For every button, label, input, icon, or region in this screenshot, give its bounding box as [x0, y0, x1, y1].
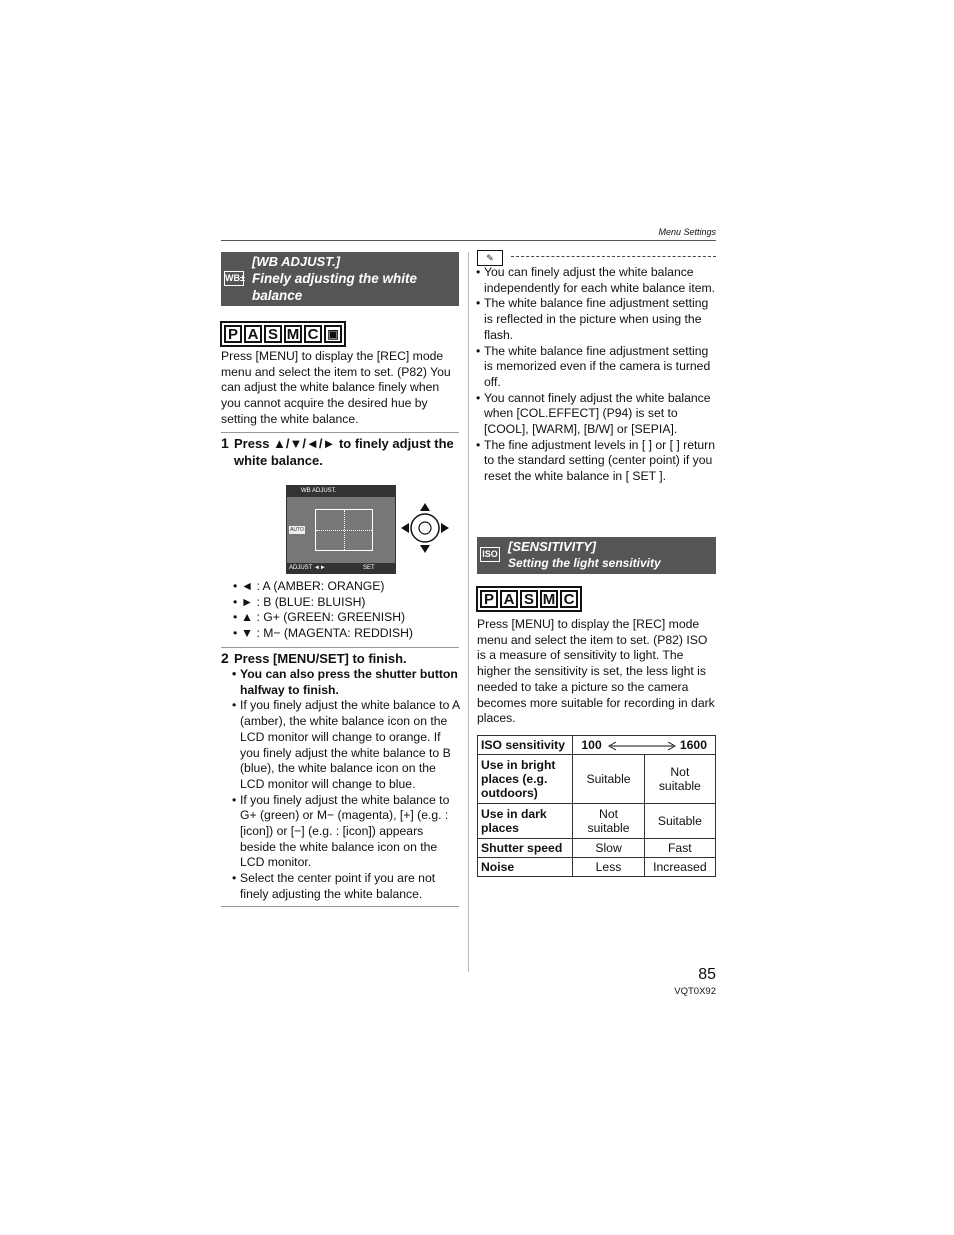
header-rule	[221, 240, 716, 241]
table-cell-label: Noise	[478, 858, 573, 877]
table-row	[478, 804, 716, 839]
wb-title: [WB ADJUST.]	[252, 254, 341, 269]
mode-p-icon: P	[224, 325, 242, 343]
lcd-set-label: SET	[363, 565, 375, 571]
wb-intro: Press [MENU] to display the [REC] mode menu and select the item to set. (P82) You can adjust the white balance finely when you cannot acquire the desired hue by setting the white balance.	[221, 349, 451, 426]
step2-text: Press [MENU/SET] to finish.	[234, 651, 407, 666]
table-row	[478, 858, 716, 877]
table-cell: Less	[573, 858, 644, 877]
wb-adjust-icon: WB±	[224, 271, 244, 286]
lcd-title: WB ADJUST.	[301, 488, 337, 494]
mode-c-icon: C	[304, 325, 322, 343]
table-cell-label: Shutter speed	[478, 839, 573, 858]
list-item: • The fine adjustment levels in [ ] or [ ] return to the standard setting (center point) if you reset the white balance in [ SET ].	[476, 438, 716, 485]
table-cell: Suitable	[573, 755, 644, 804]
table-cell: Fast	[644, 839, 715, 858]
table-row	[478, 736, 716, 755]
sensitivity-intro: Press [MENU] to display the [REC] mode menu and select the item to set. (P82) ISO is a measure of sensitivity to light. The higher the sensitivity is set, the less light is needed to take a picture so the camera becomes more suitable for recording in dark places.	[477, 617, 715, 726]
table-cell-label: Use in bright places (e.g. outdoors)	[478, 755, 573, 804]
table-cell-label: Use in dark places	[478, 804, 573, 839]
table-cell: Slow	[573, 839, 644, 858]
mode-c-icon: C	[560, 590, 578, 608]
lcd-grid-vline	[344, 510, 345, 550]
iso-low-value: 100	[581, 738, 602, 752]
range-arrow-icon	[607, 741, 677, 751]
mode-s-icon: S	[520, 590, 538, 608]
list-item: • The white balance fine adjustment setting is reflected in the picture when using the flash.	[476, 296, 716, 343]
lcd-auto-badge: AUTO	[290, 527, 304, 533]
wb-notes-list	[476, 265, 716, 485]
lcd-top-bar	[287, 486, 395, 497]
table-header-label: ISO sensitivity	[478, 736, 573, 755]
iso-high-value: 1600	[679, 738, 707, 752]
document-code: VQT0X92	[674, 986, 716, 997]
mode-m-icon: M	[284, 325, 302, 343]
wb-step2	[221, 650, 457, 668]
list-item: • If you finely adjust the white balance to A (amber), the white balance icon on the LCD monitor will change to orange. If you finely adjust the white balance to B (blue), the white balance icon on the LCD monitor will change to blue.	[232, 698, 460, 792]
list-item: • ► : B (BLUE: BLUISH)	[233, 595, 459, 611]
list-item: • If you finely adjust the white balance to G+ (green) or M− (magenta), [+] (e.g. : [icon]) or [−] (e.g. : [icon]) appears beside the white balance icon on the LCD monitor.	[232, 793, 460, 872]
list-item: • You cannot finely adjust the white balance when [COL.EFFECT] (P94) is set to [COOL], [WARM], [B/W] or [SEPIA].	[476, 391, 716, 438]
table-header-range	[573, 736, 716, 755]
wb-adjust-heading	[221, 252, 459, 306]
list-item: • ▲ : G+ (GREEN: GREENISH)	[233, 610, 459, 626]
mode-a-icon: A	[244, 325, 262, 343]
lcd-adjust-grid	[315, 509, 373, 551]
iso-mode-icons	[476, 586, 582, 612]
mode-motion-picture-icon: ▣	[324, 325, 342, 343]
mode-m-icon: M	[540, 590, 558, 608]
sensitivity-title: [SENSITIVITY]	[508, 539, 597, 554]
list-item: • The white balance fine adjustment setting is memorized even if the camera is turned off.	[476, 344, 716, 391]
table-row	[478, 755, 716, 804]
list-item: • You can also press the shutter button halfway to finish.	[232, 667, 460, 698]
mode-p-icon: P	[480, 590, 498, 608]
column-divider	[468, 252, 469, 972]
list-item: • ▼ : M− (MAGENTA: REDDISH)	[233, 626, 459, 642]
step2-number: 2	[221, 650, 229, 666]
list-item: • Select the center point if you are not finely adjusting the white balance.	[232, 871, 460, 902]
iso-icon: ISO	[480, 547, 500, 562]
step1-text: Press ▲/▼/◄/► to finely adjust the white balance.	[234, 436, 454, 468]
mode-a-icon: A	[500, 590, 518, 608]
table-cell: Suitable	[644, 804, 715, 839]
four-way-button-icon	[400, 502, 450, 554]
table-row	[478, 839, 716, 858]
wb-step2-notes	[232, 667, 460, 903]
list-item: • You can finely adjust the white balance independently for each white balance item.	[476, 265, 716, 296]
sensitivity-heading	[477, 537, 716, 574]
wb-step1	[221, 435, 457, 471]
wb-step2-rule	[221, 647, 459, 648]
wb-step1-rule	[221, 432, 459, 433]
page-number: 85	[698, 966, 716, 983]
note-dashed-rule	[511, 256, 716, 257]
table-cell: Increased	[644, 858, 715, 877]
mode-s-icon: S	[264, 325, 282, 343]
table-cell: Not suitable	[644, 755, 715, 804]
wb-end-rule	[221, 906, 459, 907]
sensitivity-subtitle: Setting the light sensitivity	[508, 556, 661, 570]
wb-mode-icons	[220, 321, 346, 347]
list-item: • ◄ : A (AMBER: ORANGE)	[233, 579, 459, 595]
step1-number: 1	[221, 435, 229, 451]
table-cell: Not suitable	[573, 804, 644, 839]
wb-subtitle: Finely adjusting the white balance	[252, 271, 418, 303]
lcd-bottom-bar	[287, 563, 395, 573]
lcd-adjust-label: ADJUST ◄►	[289, 565, 326, 571]
note-pencil-icon: ✎	[477, 250, 503, 266]
lcd-wb-adjust-screen	[286, 485, 396, 574]
section-header: Menu Settings	[658, 227, 716, 237]
wb-direction-list	[233, 579, 459, 642]
iso-sensitivity-table	[477, 735, 716, 877]
